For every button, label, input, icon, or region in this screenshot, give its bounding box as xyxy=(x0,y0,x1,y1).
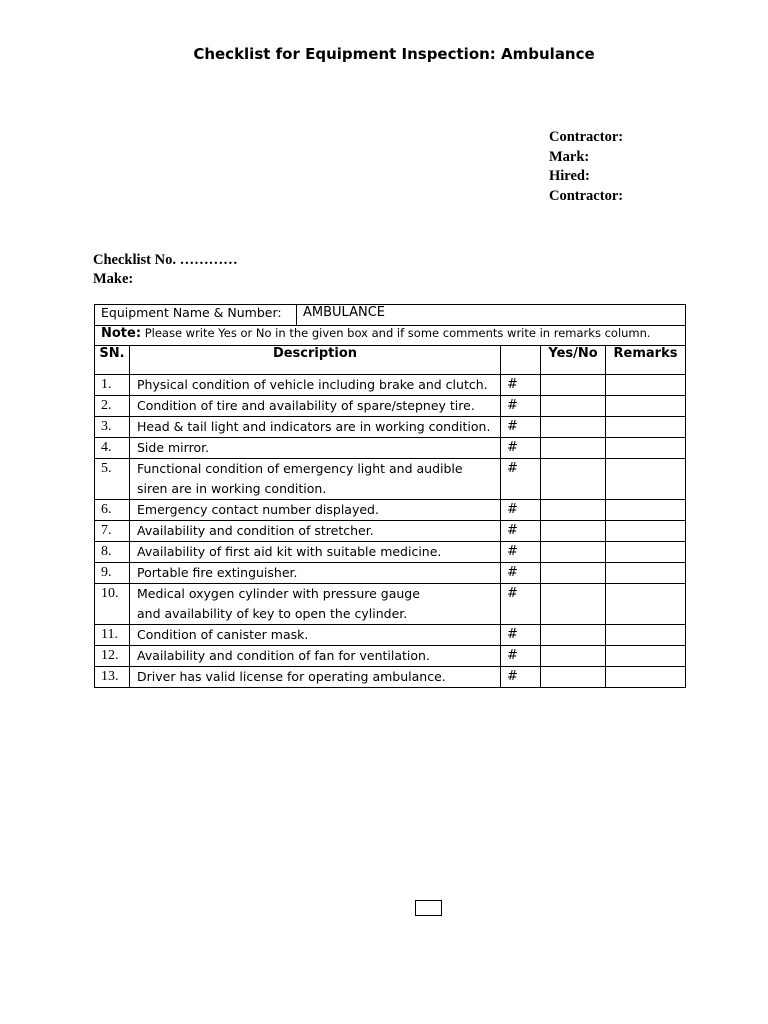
item-sn: 4. xyxy=(95,438,130,459)
item-sn: 10. xyxy=(95,584,130,625)
item-description xyxy=(130,667,501,688)
item-description-line: siren are in working condition. xyxy=(137,481,327,496)
item-sn: 3. xyxy=(95,417,130,438)
remarks-cell[interactable] xyxy=(606,459,686,500)
equipment-value[interactable]: AMBULANCE xyxy=(297,305,686,326)
remarks-cell[interactable] xyxy=(606,646,686,667)
item-description-line: Portable fire extinguisher. xyxy=(137,565,298,580)
column-header-blank xyxy=(501,346,541,375)
item-description xyxy=(130,646,501,667)
remarks-cell[interactable] xyxy=(606,521,686,542)
item-description-line: and availability of key to open the cylinder. xyxy=(137,606,408,621)
table-row xyxy=(95,667,686,688)
item-description xyxy=(130,396,501,417)
item-mark: # xyxy=(501,563,541,584)
item-mark: # xyxy=(501,521,541,542)
contractor-info-block xyxy=(549,128,623,206)
contractor-label: Contractor: xyxy=(549,129,624,145)
column-header-remarks: Remarks xyxy=(606,346,686,375)
table-row xyxy=(95,646,686,667)
note-cell xyxy=(95,326,686,346)
checklist-info-block xyxy=(93,251,238,289)
checklist-table xyxy=(94,304,686,688)
item-description-line: Condition of tire and availability of spare/stepney tire. xyxy=(137,398,475,413)
equipment-label: Equipment Name & Number: xyxy=(95,305,297,326)
column-header-description: Description xyxy=(130,346,501,375)
make-label: Make: xyxy=(93,271,134,287)
item-description-line: Medical oxygen cylinder with pressure gauge xyxy=(137,586,420,601)
remarks-cell[interactable] xyxy=(606,396,686,417)
item-description xyxy=(130,584,501,625)
table-row xyxy=(95,375,686,396)
remarks-cell[interactable] xyxy=(606,667,686,688)
item-mark: # xyxy=(501,646,541,667)
yes-no-cell[interactable] xyxy=(541,542,606,563)
item-description-line: Emergency contact number displayed. xyxy=(137,502,379,517)
item-description-line: Availability and condition of fan for ventilation. xyxy=(137,648,430,663)
item-description-line: Side mirror. xyxy=(137,440,210,455)
yes-no-cell[interactable] xyxy=(541,625,606,646)
yes-no-cell[interactable] xyxy=(541,459,606,500)
item-sn: 8. xyxy=(95,542,130,563)
item-description-line: Head & tail light and indicators are in working condition. xyxy=(137,419,491,434)
item-description-line: Condition of canister mask. xyxy=(137,627,309,642)
item-mark: # xyxy=(501,459,541,500)
table-row xyxy=(95,417,686,438)
table-row xyxy=(95,396,686,417)
yes-no-cell[interactable] xyxy=(541,563,606,584)
table-row xyxy=(95,500,686,521)
item-description xyxy=(130,375,501,396)
item-sn: 6. xyxy=(95,500,130,521)
remarks-cell[interactable] xyxy=(606,542,686,563)
note-row xyxy=(95,326,686,346)
table-row xyxy=(95,542,686,563)
table-row xyxy=(95,459,686,500)
table-row xyxy=(95,584,686,625)
table-row xyxy=(95,521,686,542)
item-description xyxy=(130,500,501,521)
table-header-row xyxy=(95,346,686,375)
item-description-line: Availability and condition of stretcher. xyxy=(137,523,374,538)
yes-no-cell[interactable] xyxy=(541,584,606,625)
remarks-cell[interactable] xyxy=(606,625,686,646)
table-row xyxy=(95,625,686,646)
item-sn: 11. xyxy=(95,625,130,646)
item-sn: 5. xyxy=(95,459,130,500)
mark-label: Mark: xyxy=(549,148,590,165)
equipment-row xyxy=(95,305,686,326)
yes-no-cell[interactable] xyxy=(541,396,606,417)
item-sn: 1. xyxy=(95,375,130,396)
item-description-line: Physical condition of vehicle including brake and clutch. xyxy=(137,377,488,392)
item-mark: # xyxy=(501,375,541,396)
item-description xyxy=(130,542,501,563)
item-description-line: Availability of first aid kit with suitable medicine. xyxy=(137,544,442,559)
yes-no-cell[interactable] xyxy=(541,438,606,459)
remarks-cell[interactable] xyxy=(606,438,686,459)
item-sn: 2. xyxy=(95,396,130,417)
item-mark: # xyxy=(501,542,541,563)
item-description xyxy=(130,521,501,542)
page-number-box xyxy=(415,900,442,916)
item-mark: # xyxy=(501,417,541,438)
item-mark: # xyxy=(501,500,541,521)
item-description xyxy=(130,417,501,438)
hired-label: Hired: xyxy=(549,168,590,184)
yes-no-cell[interactable] xyxy=(541,521,606,542)
column-header-yes-no: Yes/No xyxy=(541,346,606,375)
yes-no-cell[interactable] xyxy=(541,646,606,667)
remarks-cell[interactable] xyxy=(606,584,686,625)
item-mark: # xyxy=(501,396,541,417)
item-sn: 9. xyxy=(95,563,130,584)
item-description xyxy=(130,563,501,584)
item-mark: # xyxy=(501,625,541,646)
column-header-sn: SN. xyxy=(95,346,130,375)
yes-no-cell[interactable] xyxy=(541,417,606,438)
yes-no-cell[interactable] xyxy=(541,500,606,521)
item-sn: 13. xyxy=(95,667,130,688)
item-description xyxy=(130,438,501,459)
item-mark: # xyxy=(501,438,541,459)
table-row xyxy=(95,438,686,459)
note-text: Please write Yes or No in the given box and if some comments write in remarks column. xyxy=(141,326,651,340)
item-mark: # xyxy=(501,667,541,688)
yes-no-cell[interactable] xyxy=(541,667,606,688)
table-row xyxy=(95,563,686,584)
item-description-line: Functional condition of emergency light and audible xyxy=(137,461,463,476)
item-sn: 7. xyxy=(95,521,130,542)
item-description xyxy=(130,625,501,646)
item-sn: 12. xyxy=(95,646,130,667)
item-description-line: Driver has valid license for operating ambulance. xyxy=(137,669,446,684)
note-label: Note: xyxy=(101,326,142,341)
item-description xyxy=(130,459,501,500)
remarks-cell[interactable] xyxy=(606,417,686,438)
item-mark: # xyxy=(501,584,541,625)
contractor-label-2: Contractor: xyxy=(549,187,624,204)
remarks-cell[interactable] xyxy=(606,375,686,396)
page-title: Checklist for Equipment Inspection: Ambulance xyxy=(193,45,595,63)
remarks-cell[interactable] xyxy=(606,500,686,521)
checklist-number-label: Checklist No. ………… xyxy=(93,252,238,268)
yes-no-cell[interactable] xyxy=(541,375,606,396)
remarks-cell[interactable] xyxy=(606,563,686,584)
